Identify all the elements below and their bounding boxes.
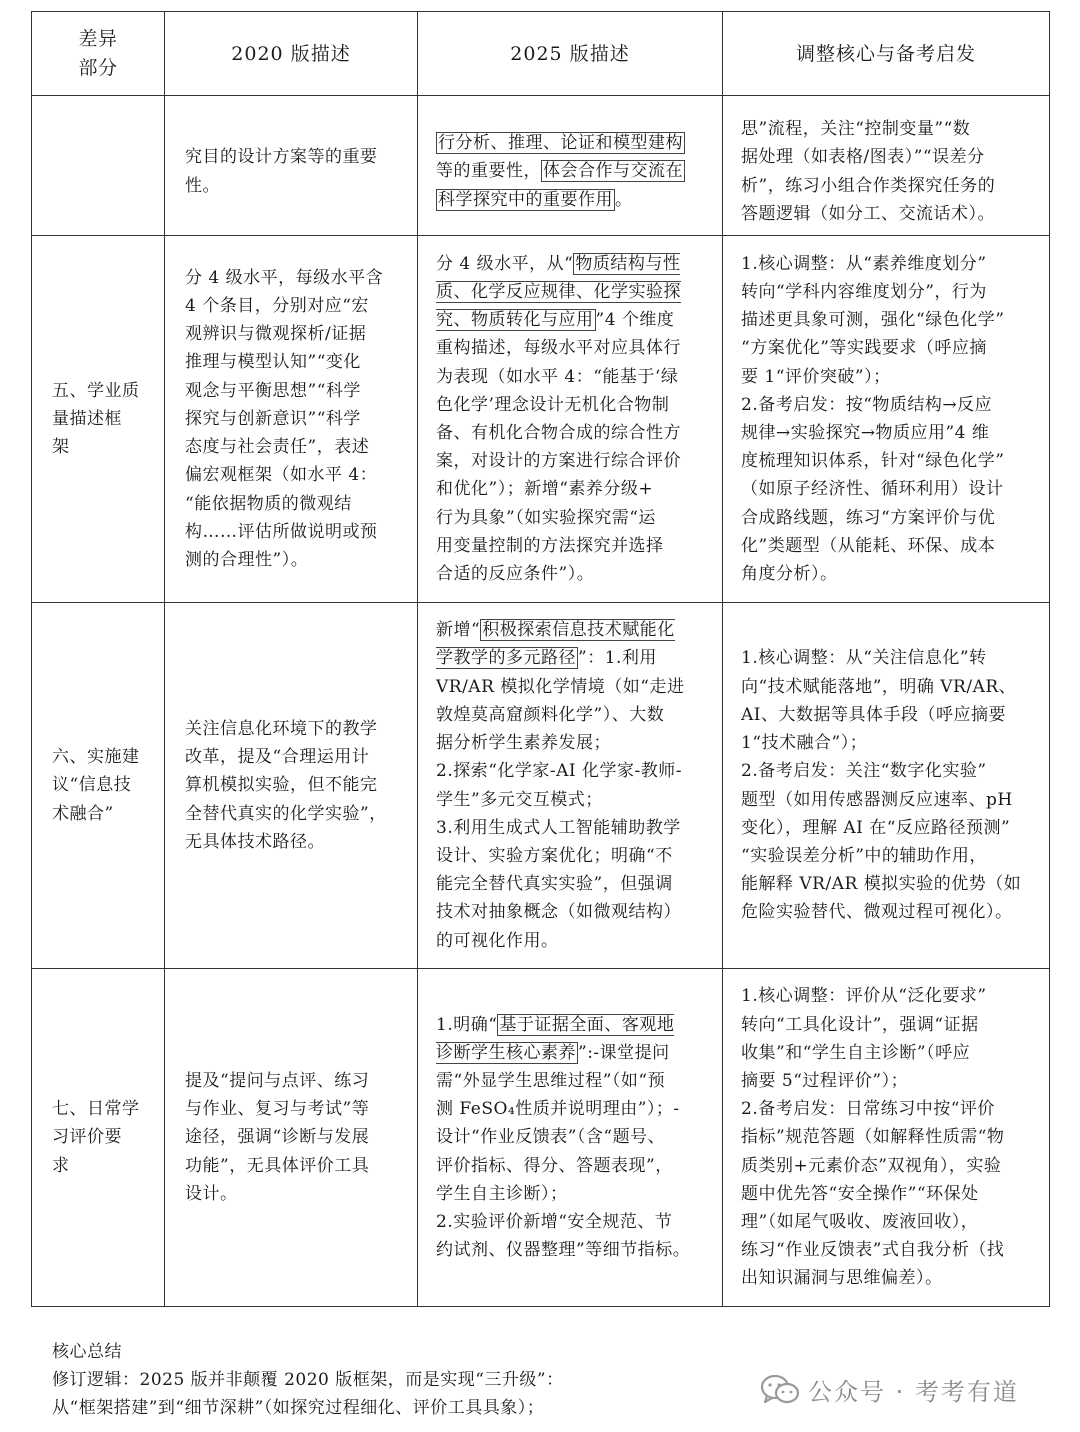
table-header-row <box>32 12 1050 96</box>
row2-2025: 新增“ 积极探索信息技术赋能化 学教学的多元路径 ”：1.利用 VR/AR 模拟化学情境（如“走进 敦煌莫高窟颜料化学”）、大数 据分析学生素养发展； 2.探索“化学家-AI 化学家-教师- 学生”多元交互模式； 3.利用生成式人工智能辅助教学 设计、实验方案优化；明确“不 能完全替代真实实验”，但强调 技术对抽象概念（如微观结构） 的可视化作用。 <box>418 603 723 969</box>
row2-adjust: 1.核心调整：从“关注信息化”转 向“技术赋能落地”，明确 VR/AR、 AI、大数据等具体手段（呼应摘要 1“技术融合”）； 2.备考启发：关注“数字化实验” 题型（如用传感器测反应速率、pH 变化），理解 AI 在“反应路径预测” “实验误差分析”中的辅助作用， 能解释 VR/AR 模拟实验的优势（如 危险实验替代、微观过程可视化）。 <box>723 603 1050 969</box>
watermark <box>760 1372 1019 1407</box>
row1-2020: 分 4 级水平，每级水平含 4 个条目，分别对应“宏 观辨识与微观探析/证据 推理与模型认知”“变化 观念与平衡思想”“科学 探究与创新意识”“科学 态度与社会责任”，表述 偏宏观框架（如水平 4： “能依据物质的微观结 构……评估所做说明或预 测的合理性”）。 <box>165 236 418 603</box>
row0-2020: 究目的设计方案等的重要 性。 <box>165 96 418 236</box>
highlight-box: 基于证据全面、客观地 诊断学生核心素养 <box>436 1014 675 1063</box>
table-row <box>32 969 1050 1307</box>
highlight-box: 物质结构与性 质、化学反应规律、化学实验探 究、物质转化与应用 <box>436 253 681 331</box>
wechat-icon <box>760 1374 800 1406</box>
comparison-table <box>31 11 1050 1307</box>
row2-2020: 关注信息化环境下的教学 改革，提及“合理运用计 算机模拟实验，但不能完 全替代真实的化学实验”， 无具体技术路径。 <box>165 603 418 969</box>
row0-part <box>32 96 165 236</box>
table-row <box>32 236 1050 603</box>
summary-title: 核心总结 <box>52 1342 122 1362</box>
core-summary <box>52 1338 564 1422</box>
row2-part: 六、实施建 议“信息技 术融合” <box>32 603 165 969</box>
row3-2025: 1.明确“ 基于证据全面、客观地 诊断学生核心素养 ”:-课堂提问 需“外显学生思维过程”（如“预 测 FeSO₄性质并说明理由”）；- 设计“作业反馈表”（含“题号、 评价指标、得分、答题表现”， 学生自主诊断）； 2.实验评价新增“安全规范、节 约试剂、仪器整理”等细节指标。 <box>418 969 723 1307</box>
table-row <box>32 603 1050 969</box>
summary-line: 修订逻辑：2025 版并非颠覆 2020 版框架，而是实现“三升级”： <box>52 1370 564 1390</box>
row0-adjust: 思”流程，关注“控制变量”“数 据处理（如表格/图表）”“误差分 析”，练习小组合作类探究任务的 答题逻辑（如分工、交流话术）。 <box>723 96 1050 236</box>
summary-line: 从“框架搭建”到“细节深耕”（如探究过程细化、评价工具具象）； <box>52 1398 545 1418</box>
row1-2025: 分 4 级水平，从“ 物质结构与性 质、化学反应规律、化学实验探 究、物质转化与应用 ”4 个维度 重构描述，每级水平对应具体行 为表现（如水平 4：“能基于‘绿 色化学’理念设计无机化合物制 备、有机化合物合成的综合性方 案，对设计的方案进行综合评价 和优化”）；新增“素养分级+ 行为具象”（如实验探究需“运 用变量控制的方法探究并选择 合适的反应条件”）。 <box>418 236 723 603</box>
row3-adjust: 1.核心调整：评价从“泛化要求” 转向“工具化设计”，强调“证据 收集”和“学生自主诊断”（呼应 摘要 5“过程评价”）； 2.备考启发：日常练习中按“评价 指标”规范答题（如解释性质需“物 质类别+元素价态”双视角），实验 题中优先答“安全操作”“环保处 理”（如尾气吸收、废液回收）， 练习“作业反馈表”式自我分析（找 出知识漏洞与思维偏差）。 <box>723 969 1050 1307</box>
row1-part: 五、学业质 量描述框 架 <box>32 236 165 603</box>
row3-2020: 提及“提问与点评、练习 与作业、复习与考试”等 途径，强调“诊断与发展 功能”，无具体评价工具 设计。 <box>165 969 418 1307</box>
highlight-box: 科学探究中的重要作用 <box>438 189 613 210</box>
header-adjust: 调整核心与备考启发 <box>723 12 1050 96</box>
row3-part: 七、日常学 习评价要 求 <box>32 969 165 1307</box>
header-diff-part: 差异 部分 <box>32 12 165 96</box>
header-2020: 2020 版描述 <box>165 12 418 96</box>
highlight-box: 积极探索信息技术赋能化 学教学的多元路径 <box>436 620 675 669</box>
highlight-box: 行分析、推理、论证和模型建构 <box>438 133 683 154</box>
table-row <box>32 96 1050 236</box>
row1-adjust: 1.核心调整：从“素养维度划分” 转向“学科内容维度划分”，行为 描述更具象可测，强化“绿色化学” “方案优化”等实践要求（呼应摘 要 1“评价突破”）； 2.备考启发：按“物质结构→反应 规律→实验探究→物质应用”4 维 度梳理知识体系，针对“绿色化学” （如原子经济性、循环利用）设计 合成路线题，练习“方案评价与优 化”类题型（从能耗、环保、成本 角度分析）。 <box>723 236 1050 603</box>
header-2025: 2025 版描述 <box>418 12 723 96</box>
row0-2025: 行分析、推理、论证和模型建构 等的重要性， 体会合作与交流在 科学探究中的重要作用 。 <box>418 96 723 236</box>
watermark-text: 公众号 · 考考有道 <box>808 1378 1019 1406</box>
highlight-box: 体会合作与交流在 <box>543 161 683 182</box>
